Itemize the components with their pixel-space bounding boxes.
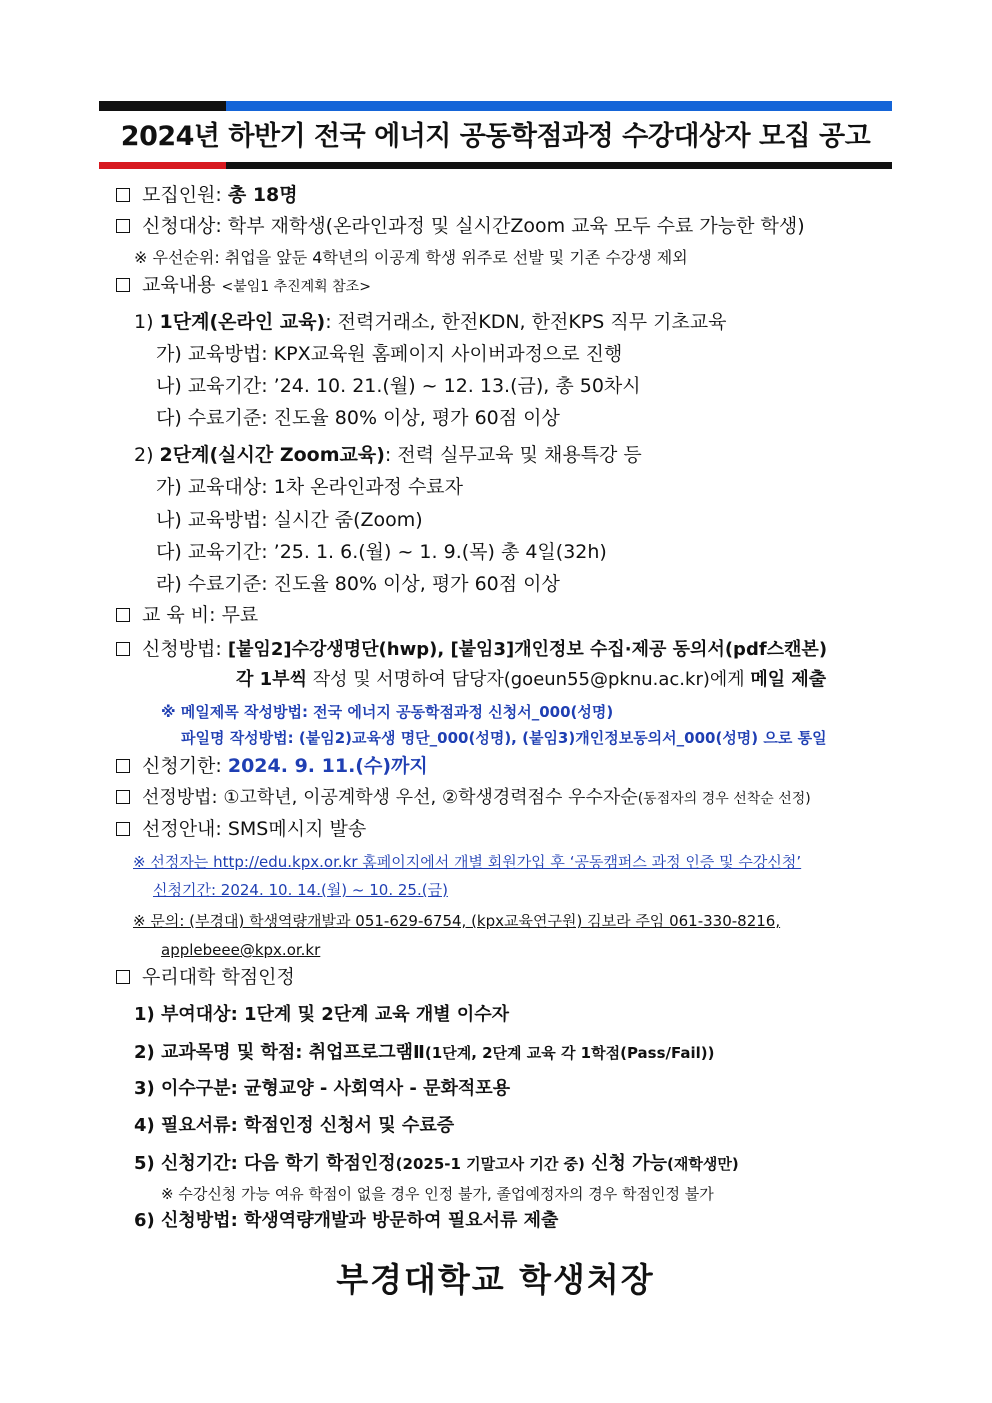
select-notice-line: 선정안내: SMS메시지 발송	[116, 818, 366, 841]
checkbox-square-icon	[116, 642, 130, 656]
stage2-target: 가) 교육대상: 1차 온라인과정 수료자	[156, 476, 464, 498]
content-line: 교육내용 <붙임1 추진계획 참조>	[116, 274, 371, 297]
stage1-heading: 1) 1단계(온라인 교육): 전력거래소, 한전KDN, 한전KPS 직무 기초교육	[134, 311, 727, 333]
credit-item-3: 3) 이수구분: 균형교양 - 사회역사 - 문화적포용	[134, 1078, 511, 1099]
signup-period-note: 신청기간: 2024. 10. 14.(월) ~ 10. 25.(금)	[153, 881, 448, 899]
stage1-criteria: 다) 수료기준: 진도율 80% 이상, 평가 60점 이상	[156, 407, 560, 429]
contact-note: ※ 문의: (부경대) 학생역량개발과 051-629-6754, (kpx교육연구원) 김보라 주임 061-330-8216,	[133, 912, 781, 930]
checkbox-square-icon	[116, 759, 130, 773]
apply-line2: 각 1부씩 작성 및 서명하여 담당자(goeun55@pknu.ac.kr)에게 메일 제출	[236, 669, 827, 690]
credit-item-5-note: ※ 수강신청 가능 여유 학점이 없을 경우 인정 불가, 졸업예정자의 경우 학점인정 불가	[161, 1185, 714, 1203]
checkbox-square-icon	[116, 790, 130, 804]
credit-item-6: 6) 신청방법: 학생역량개발과 방문하여 필요서류 제출	[134, 1210, 559, 1231]
stage2-method: 나) 교육방법: 실시간 줌(Zoom)	[156, 509, 423, 531]
page-title: 2024년 하반기 전국 에너지 공동학점과정 수강대상자 모집 공고	[120, 121, 871, 152]
checkbox-square-icon	[116, 219, 130, 233]
bottom-bar-black	[226, 162, 892, 169]
credit-heading: 우리대학 학점인정	[116, 966, 295, 989]
stage1-method: 가) 교육방법: KPX교육원 홈페이지 사이버과정으로 진행	[156, 343, 623, 365]
stage1-period: 나) 교육기간: ’24. 10. 21.(월) ~ 12. 13.(금), 총 50차시	[156, 375, 641, 397]
select-method-line: 선정방법: ①고학년, 이공계학생 우선, ②학생경력점수 우수자순(동점자의 경우 선착순 선정)	[116, 787, 811, 809]
target-line: 신청대상: 학부 재학생(온라인과정 및 실시간Zoom 교육 모두 수료 가능한 학생)	[116, 215, 805, 238]
credit-item-1: 1) 부여대상: 1단계 및 2단계 교육 개별 이수자	[134, 1004, 510, 1025]
bottom-bar-red	[99, 162, 226, 169]
top-bar-blue	[226, 101, 892, 111]
signature-footer: 부경대학교 학생처장	[336, 1260, 655, 1299]
checkbox-square-icon	[116, 608, 130, 622]
checkbox-square-icon	[116, 822, 130, 836]
fee-line: 교 육 비: 무료	[116, 604, 258, 627]
stage2-period: 다) 교육기간: ’25. 1. 6.(월) ~ 1. 9.(목) 총 4일(32h)	[156, 541, 607, 563]
priority-note: ※ 우선순위: 취업을 앞둔 4학년의 이공계 학생 위주로 선발 및 기존 수강생 제외	[134, 248, 688, 267]
recruit-line: 모집인원: 총 18명	[116, 184, 298, 207]
checkbox-square-icon	[116, 970, 130, 984]
apply-line: 신청방법: [붙임2]수강생명단(hwp), [붙임3]개인정보 수집·제공 동의서(pdf스캔본)	[116, 638, 827, 661]
checkbox-square-icon	[116, 278, 130, 292]
file-name-note: 파일명 작성방법: (붙임2)교육생 명단_000(성명), (붙임3)개인정보동의서_000(성명) 으로 통일	[181, 729, 827, 747]
credit-item-2: 2) 교과목명 및 학점: 취업프로그램Ⅱ(1단계, 2단계 교육 각 1학점(Pass/Fail))	[134, 1042, 715, 1063]
credit-item-5: 5) 신청기간: 다음 학기 학점인정(2025-1 기말고사 기간 중) 신청 가능(재학생만)	[134, 1153, 739, 1174]
contact-email[interactable]: applebeee@kpx.or.kr	[161, 941, 321, 959]
top-bar-black	[99, 101, 226, 111]
stage2-heading: 2) 2단계(실시간 Zoom교육): 전력 실무교육 및 채용특강 등	[134, 444, 642, 466]
stage2-criteria: 라) 수료기준: 진도율 80% 이상, 평가 60점 이상	[156, 573, 560, 595]
credit-item-4: 4) 필요서류: 학점인정 신청서 및 수료증	[134, 1115, 455, 1136]
checkbox-square-icon	[116, 188, 130, 202]
deadline-line: 신청기한: 2024. 9. 11.(수)까지	[116, 755, 428, 778]
mail-subject-note: ※ 메일제목 작성방법: 전국 에너지 공동학점과정 신청서_000(성명)	[161, 703, 614, 721]
signup-note: ※ 선정자는 http://edu.kpx.or.kr 홈페이지에서 개별 회원가입 후 ‘공동캠퍼스 과정 인증 및 수강신청’	[133, 853, 802, 871]
